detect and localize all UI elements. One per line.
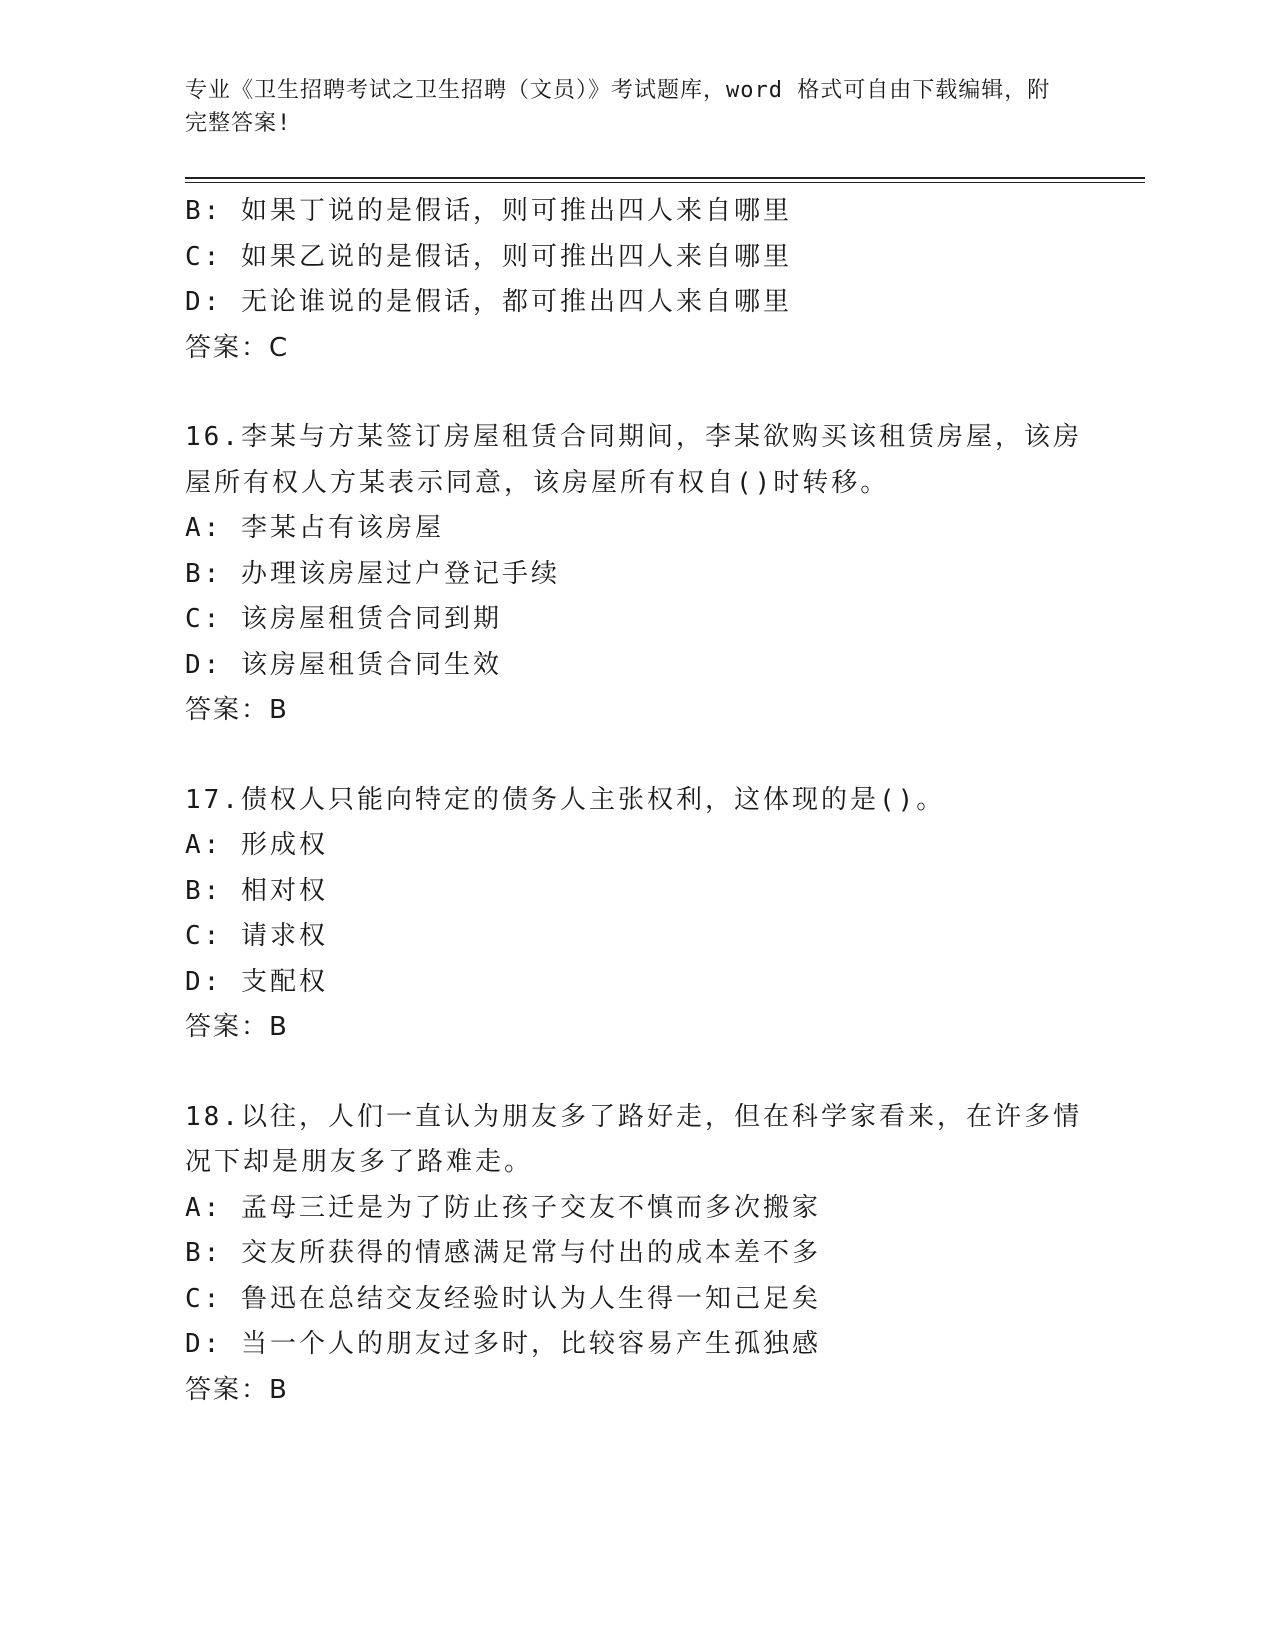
question-stem: 17.债权人只能向特定的债务人主张权利，这体现的是()。: [185, 784, 946, 815]
option-c: C: 如果乙说的是假话，则可推出四人来自哪里: [185, 241, 792, 272]
option-a: A: 李某占有该房屋: [185, 513, 444, 543]
option-c: C: 鲁迅在总结交友经验时认为人生得一知己足矣: [185, 1283, 821, 1314]
option-a: A: 孟母三迁是为了防止孩子交友不慎而多次搬家: [185, 1192, 821, 1223]
question-18: [185, 1095, 1085, 1414]
option-d: D: 支配权: [185, 966, 328, 997]
option-c: C: 请求权: [185, 921, 328, 951]
question-15-continued: [185, 189, 1085, 371]
option-b: B: 交友所获得的情感满足常与付出的成本差不多: [185, 1238, 821, 1268]
answer: 答案：C: [185, 332, 290, 363]
question-stem: 18.以往，人们一直认为朋友多了路好走，但在科学家看来，在许多情况下却是朋友多了路难走。: [185, 1101, 1082, 1177]
option-b: B: 办理该房屋过户登记手续: [185, 558, 560, 589]
option-c: C: 该房屋租赁合同到期: [185, 604, 502, 634]
question-stem: 16.李某与方某签订房屋租赁合同期间，李某欲购买该租赁房屋，该房屋所有权人方某表示同意，该房屋所有权自()时转移。: [185, 422, 1082, 498]
question-17: [185, 778, 1085, 1051]
option-d: D: 该房屋租赁合同生效: [185, 649, 502, 680]
option-a: A: 形成权: [185, 830, 328, 860]
document-header: 专业《卫生招聘考试之卫生招聘（文员）》考试题库，word 格式可自由下载编辑，附完整答案!: [185, 78, 1051, 136]
answer: 答案：B: [185, 695, 289, 725]
option-b: B: 相对权: [185, 875, 328, 906]
question-16: [185, 415, 1085, 734]
option-d: D: 当一个人的朋友过多时，比较容易产生孤独感: [185, 1329, 821, 1359]
question-list: [185, 189, 1085, 1413]
header-divider-thin: [185, 182, 1145, 183]
answer: 答案：B: [185, 1012, 289, 1042]
answer: 答案：B: [185, 1374, 289, 1405]
header-divider-thick: [185, 177, 1145, 179]
option-b: B: 如果丁说的是假话，则可推出四人来自哪里: [185, 196, 792, 226]
option-d: D: 无论谁说的是假话，都可推出四人来自哪里: [185, 287, 792, 317]
